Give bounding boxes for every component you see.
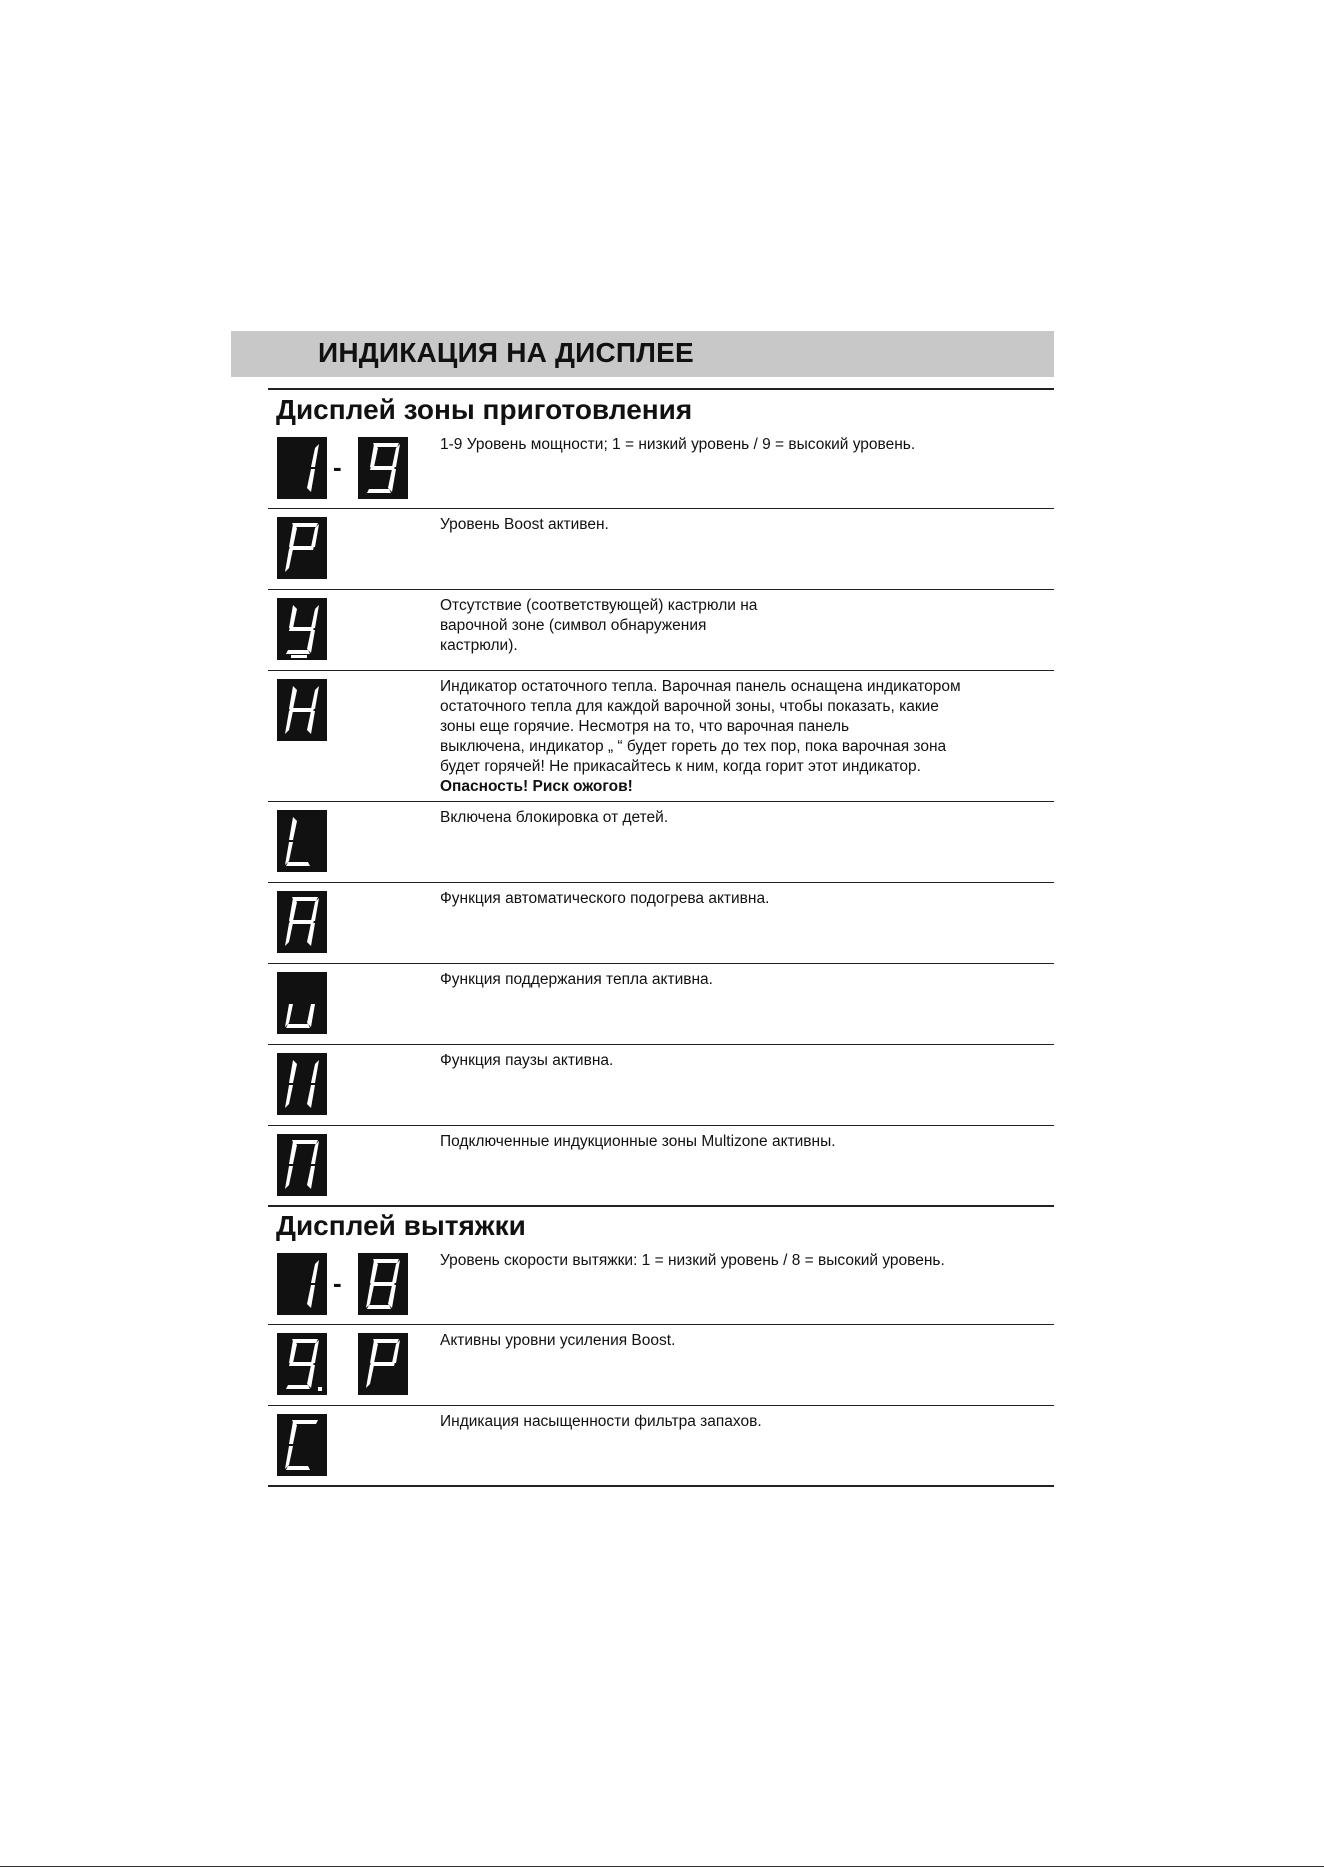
row-divider <box>268 963 1054 964</box>
row-description: Функция паузы активна. <box>440 1052 614 1069</box>
row-description: Отсутствие (соответствующей) кастрюли на варочной зоне (символ обнаружения кастрюли). <box>440 597 758 654</box>
section-title-cooking-zone: Дисплей зоны приготовления <box>276 394 693 425</box>
row-description: Уровень Boost активен. <box>440 516 609 533</box>
segment-display-1-icon <box>277 437 327 499</box>
segment-display-9-dot-icon <box>277 1333 327 1395</box>
row-description: Включена блокировка от детей. <box>440 809 669 826</box>
row-divider <box>268 1324 1054 1325</box>
row-divider <box>268 801 1054 802</box>
page-edge-line <box>0 1866 1324 1867</box>
pan-detection-icon <box>277 598 327 660</box>
segment-display-a-icon <box>277 891 327 953</box>
row-divider <box>268 882 1054 883</box>
row-description: Подключенные индукционные зоны Multizone активны. <box>440 1133 836 1150</box>
section-bottom-rule <box>268 1485 1054 1487</box>
row-description: Активны уровни усиления Boost. <box>440 1332 676 1349</box>
multizone-indicator-icon <box>277 1134 327 1196</box>
range-dash: - <box>333 452 342 482</box>
burn-warning: Опасность! Риск ожогов! <box>440 778 633 795</box>
row-divider <box>268 670 1054 671</box>
row-divider <box>268 1125 1054 1126</box>
segment-display-8-icon <box>358 1253 408 1315</box>
row-divider <box>268 508 1054 509</box>
segment-display-1-icon <box>277 1253 327 1315</box>
pause-indicator-icon <box>277 1053 327 1115</box>
segment-display-l-icon <box>277 810 327 872</box>
section-divider <box>268 1205 1054 1207</box>
segment-display-c-icon <box>277 1414 327 1476</box>
row-divider <box>268 1044 1054 1045</box>
row-description: Индикация насыщенности фильтра запахов. <box>440 1413 762 1430</box>
row-description: Уровень скорости вытяжки: 1 = низкий уровень / 8 = высокий уровень. <box>440 1252 945 1269</box>
segment-display-9-icon <box>358 437 408 499</box>
segment-display-p-icon <box>358 1333 408 1395</box>
section-title-hood: Дисплей вытяжки <box>276 1210 526 1241</box>
row-description-residual-heat: Индикатор остаточного тепла. Варочная панель оснащена индикатором остаточного тепла для каждой варочной зоны, чтобы показать, какие зоны еще горячие. Несмотря на то, что варочная панель выключена, индикатор „ “ будет гореть до тех пор, пока варочная зона будет горячей! Не прикасайтесь к ним, когда горит этот индикатор. Опасность! Риск ожогов! <box>440 677 1040 797</box>
row-description: Функция поддержания тепла активна. <box>440 971 713 988</box>
row-divider <box>268 1405 1054 1406</box>
segment-display-h-icon <box>277 679 327 741</box>
segment-display-u-icon <box>277 972 327 1034</box>
segment-display-p-icon <box>277 517 327 579</box>
row-description: Функция автоматического подогрева активна. <box>440 890 770 907</box>
page-title: ИНДИКАЦИЯ НА ДИСПЛЕЕ <box>318 337 694 368</box>
row-divider <box>268 589 1054 590</box>
section-top-rule <box>268 388 1054 390</box>
row-description: 1-9 Уровень мощности; 1 = низкий уровень / 9 = высокий уровень. <box>440 436 916 453</box>
range-dash: - <box>333 1268 342 1298</box>
